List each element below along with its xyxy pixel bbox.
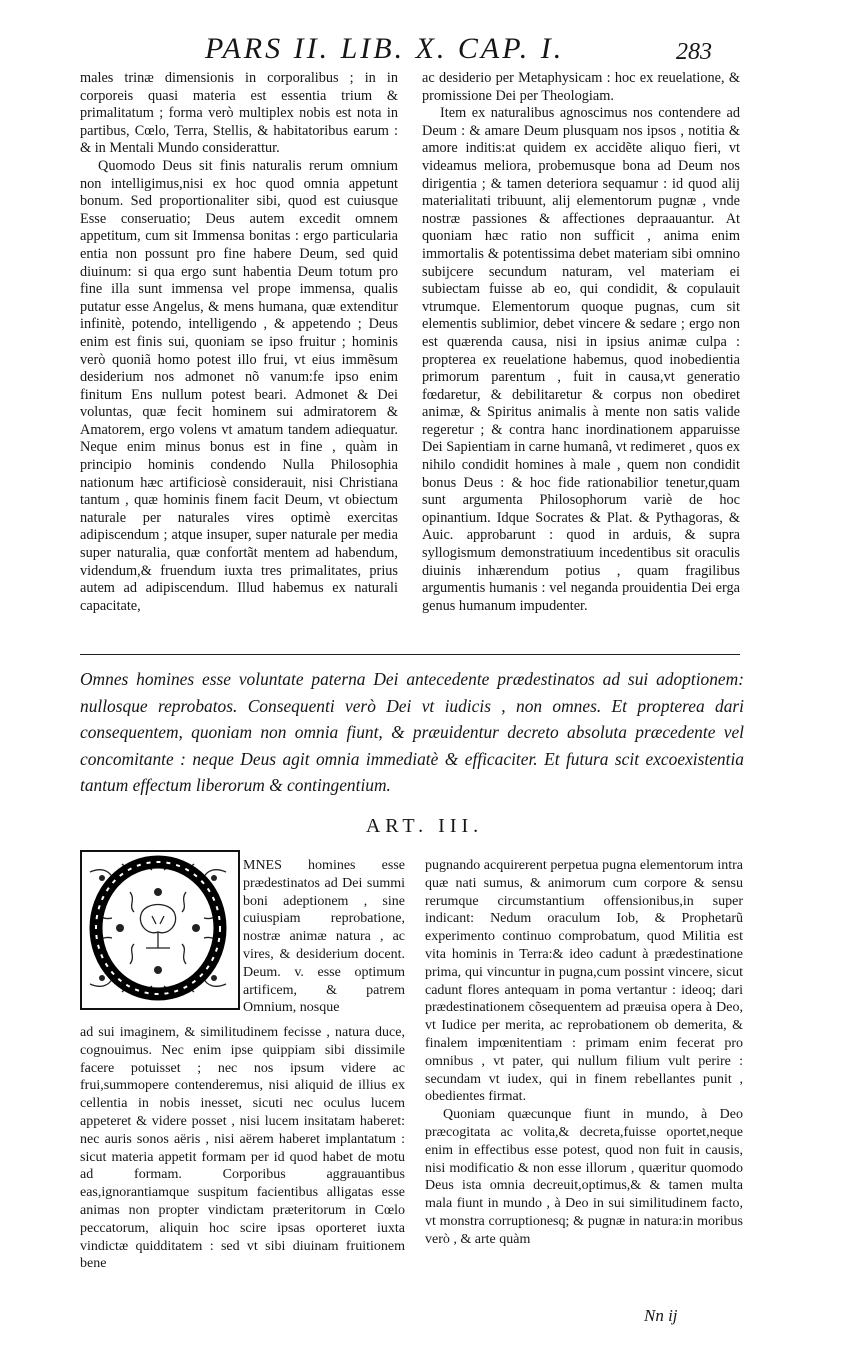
paragraph: Item ex naturalibus agnoscimus nos contendere ad Deum : & amare Deum plusquam nos ipsos , notitia & amore inditis:at quidem ex accidẽte aliquo fieri, vt videamus meliora, probemusque bona ad Deum nos dirigentia ; & tamen deteriora sequamur : id quod alij materialitati tribuunt, alij elementorum pugnæ , vnde nostræ passiones & affectiones depraauantur. At quoniam hæc ratio non sufficit , anima enim immortalis & potentissima debet materiam sibi omnino subijcere secundum naturam, vel materiam ei subiectam fuisse ab eo, qui condidit, & copulauit vtrumque. Elementorum quoque pugnas, cum sit elementis sublimior, debet vincere & sedare ; ergo non est quærenda causa, nisi in ipsius animæ culpa : propterea ex reuelatione habemus, quod inobedientia primorum parentum , fuit in causa,vt generatio fœdaretur, & debilitaretur & corpus non obediret animæ, & Spiritus animalis à mente non satis valide regeretur ; & contra hanc inordinationem apparuisse Dei Sapientiam in carne humanâ, vt redimeret , quos ex nihilo condidit homines à male , quem non condidit bonus Deus : & hoc fide rationabilior tenetur,quam sunt argumenta Philosophorum variè de hoc opinantium. Idque Socrates & Plat. & Pythagoras, & Auic. approbarunt : quod in arduis, & supra syllogismum demonstratiuum incedentibus sit oraculis diuinis inhærendum potius , quam fragilibus argumentis humanis : vel neganda prouidentia Dei erga genus humanum impudenter. xyxy=(422,105,741,614)
article-heading: ART. III. xyxy=(365,815,484,837)
article-summary: Omnes homines esse voluntate paterna Dei antecedente prædestinatos ad sui adoptionem: nullosque reprobatos. Consequenti verò Dei vt iudicis , non omnes. Et propterea dari consequentem, quoniam non omnia fiunt, & præuidentur decreto absoluta præcedente vel concomitante : neque Deus agit omnia immediatè & efficaciter. Et futura scit excoexistentia tantum effectum liberorum & contingentium. xyxy=(80,669,744,795)
article-text-left: ad sui imaginem, & similitudinem fecisse , natura duce, cognouimus. Nec enim ipse quippiam sibi dissimile facere potuisset ; nec nos ipsum videre ac frui,summopere contenderemus, nisi aliquid de illius ex cellentia in nobis inesset, sicuti nec oculus lucem appeteret & videre posset , nisi lucem insitatam haberet: nec auris sonos aëris , nisi aërem haberet implantatum : sicut materia appetit formam per id quod habet de motu ad formam. Corporibus aggrauantibus eas,ignorantiamque suspitum facientibus alligatas esse animas non propter vindictam præteritorum in Cœlo peccatorum, aliquin hoc scire ipsas oporteret iuxta vindictæ quidditatem : sed vt sibi diuinam fruitionem bene xyxy=(80,1025,405,1272)
article-text-right xyxy=(425,857,743,1249)
paragraph: Quoniam quæcunque fiunt in mundo, à Deo præcogitata ac volita,& decreta,fuisse oportet,neque enim in effectibus esse potest, quod non fuit in causis, nisi modificatio & non esse illorum , quæritur quomodo Deus ista omnia decreuit,optimus,& & tamen multa mala fiunt in mundo , à Deo in sui similitudinem facto, vt monstra corruptionesq; & pugnæ in natura:in moribus verò , & arte quàm xyxy=(425,1107,743,1247)
paragraph: ac desiderio per Metaphysicam : hoc ex reuelatione, & promissione Dei per Theologiam. xyxy=(422,70,740,104)
section-divider xyxy=(80,654,740,655)
paragraph: males trinæ dimensionis in corporalibus ; in in corporeis quasi materia est essentia trium & primalitatum ; forma verò multiplex nobis est nota in partibus, Cœlo, Terra, Stellis, & habitatoribus earum : & in Mentali Mundo considerattur. xyxy=(80,70,398,157)
article-text-beside-initial: MNES homines esse prædestinatos ad Dei summi boni adeptionem , sine cuiuspiam reprobatione, nostræ animæ natura , ac vires, & desiderium docent. Deum. v. esse optimum artificem, & patrem Omnium, nosque xyxy=(243,858,405,1016)
paragraph: pugnando acquirerent perpetua pugna elementorum intra quæ nati sumus, & animorum cum corpore & sensu rerumque circumstantium offensionibus,in super indicant: Nedum oraculum Iob, & Prophetarũ experimento continuo comprobatum, quod Militia est vita hominis in Terra:& ideo cadunt à prædestinatione prima, qui vincuntur in pugna,cum possint vincere, sicut cadunt flores antequam in poma vertantur : ideoq; dari prædestinationem cõsequentem ad præuisa opera à Deo, vt Iudice per merita, ac reprobationem ob demerita, & finalem impœnitentiam : primam enim fecerat pro omnibus , vt pater, qui nullum filium vult perire : secundam vt iudex, qui in finem rebellantes punit , obedientes firmat. xyxy=(425,858,743,1105)
running-title: PARS II. LIB. X. CAP. I. xyxy=(205,32,565,65)
page-number: 283 xyxy=(676,39,712,65)
page-header xyxy=(0,28,849,68)
catchword-signature: Nn ij xyxy=(644,1306,678,1325)
text-column-right xyxy=(422,70,740,615)
paragraph: Quomodo Deus sit finis naturalis rerum omnium non intelligimus,nisi ex hoc quod omnia appetunt bonum. Sed proportionaliter sibi, quod est cuiusque Esse conseruatio; Deus autem excedit omnem appetitum, cum sit Immensa bonitas : ergo particularia entia non possunt pro fine habere Deum, sed quid diuinum: si qua ergo sunt habentia Deum totum pro fine illa sunt immensa vel prope immensa, qualis putatur esse Angelus, & mens humana, quæ extenditur infinitè, potendo, intelligendo , & appetendo ; Deus enim est finis sui, quoniam se ipso fruitur ; hominis verò quoniã homo potest illo frui, vt eius immẽsum desiderium nos admonet nõ vanum:fe ipso enim finitum Ens nullum potest beari. Admonet & Dei voluntas, quæ fecit hominem sui admiratorem & Amatorem, ergo volens vt amatum tandem adiequatur. Neque enim minus bonus est in fine , quàm in principio hominis condendo Nulla Philosophia nationum hæc artificiosè considerauit, nisi Christiana tantum , quæ hominis finem facit Deum, vt obiectum naturale per naturales vires optimè exercitas adipiscendum ; atque insuper, super naturale per media super naturalia, quæ confortãt mentem ad habendum, videndum,& fruendum iuxta tres primalitates, prius autem ad adipiscendum. Illud habemus ex naturali capacitate, xyxy=(80,157,398,614)
text-column-left xyxy=(80,70,398,615)
ornamental-initial-icon xyxy=(80,850,240,1010)
